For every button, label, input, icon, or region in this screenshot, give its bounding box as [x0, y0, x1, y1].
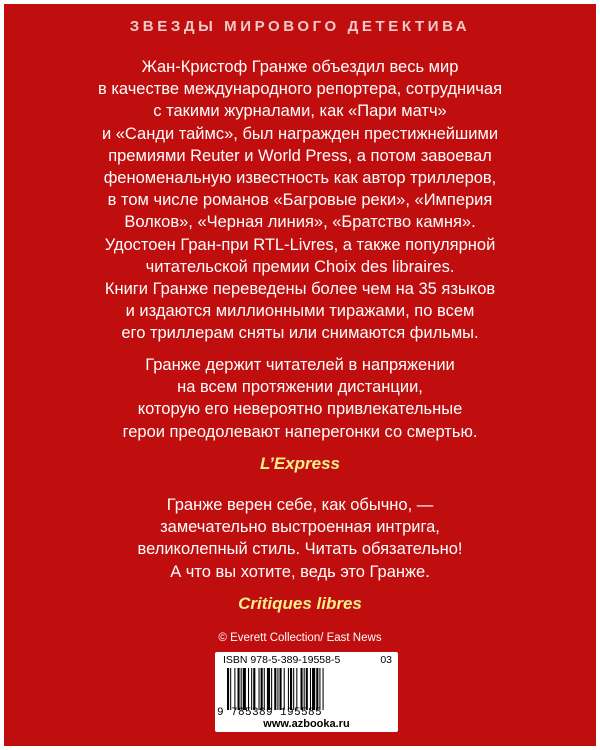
bio-line: в том числе романов «Багровые реки», «Империя: [107, 191, 493, 210]
bio-line: Книги Гранже переведены более чем на 35 языков: [104, 280, 496, 299]
bio-line: его триллерам сняты или снимаются фильмы.: [121, 324, 479, 343]
quote-source: L’Express: [259, 453, 340, 473]
quote-line: на всем протяжении дистанции,: [177, 378, 423, 397]
bio-line: с такими журналами, как «Пари матч»: [153, 102, 447, 121]
bio-line: премиями Reuter и World Press, а потом завоевал: [108, 146, 492, 165]
ean-digits: 9 785389 195585: [217, 707, 323, 719]
review-quote-lexpress: [74, 354, 526, 475]
photo-credit: © Everett Collection/ East News: [218, 632, 382, 644]
quote-line: замечательно выстроенная интрига,: [160, 518, 440, 537]
isbn-addon: 03: [380, 654, 392, 666]
barcode-panel: [215, 652, 398, 732]
quote-line: Гранже верен себе, как обычно, —: [166, 496, 434, 514]
bio-line: феноменальную известность как автор триллеров,: [103, 169, 497, 188]
review-quote-critiques: [74, 494, 526, 615]
series-title: ЗВЕЗДЫ МИРОВОГО ДЕТЕКТИВА: [129, 18, 471, 35]
quote-line: которую его невероятно привлекательные: [137, 400, 463, 419]
quote-line: великолепный стиль. Читать обязательно!: [137, 540, 463, 559]
bio-line: читательской премии Choix des libraires.: [145, 257, 455, 276]
quote-line: А что вы хотите, ведь это Гранже.: [170, 562, 430, 581]
bio-line: и издаются миллионными тиражами, по всем: [125, 302, 475, 321]
publisher-url: www.azbooka.ru: [263, 718, 350, 730]
bio-line: Удостоен Гран-при RTL-Livres, а также популярной: [104, 235, 496, 254]
bio-line: и «Санди таймс», был награжден престижнейшими: [101, 124, 499, 143]
isbn-row: [223, 654, 392, 666]
quote-line: Гранже держит читателей в напряжении: [145, 356, 455, 374]
barcode-bars: [221, 668, 393, 710]
bio-line: в качестве международного репортера, сотрудничая: [97, 80, 503, 99]
quote-line: герои преодолевают наперегонки со смертью.: [122, 422, 478, 441]
back-cover: [4, 4, 596, 746]
bio-line: Волков», «Черная линия», «Братство камня».: [124, 213, 476, 232]
author-bio: [74, 56, 526, 345]
bio-line: Жан-Кристоф Гранже объездил весь мир: [141, 58, 459, 76]
isbn-number: ISBN 978-5-389-19558-5: [223, 654, 341, 666]
quote-source: Critiques libres: [238, 593, 362, 613]
